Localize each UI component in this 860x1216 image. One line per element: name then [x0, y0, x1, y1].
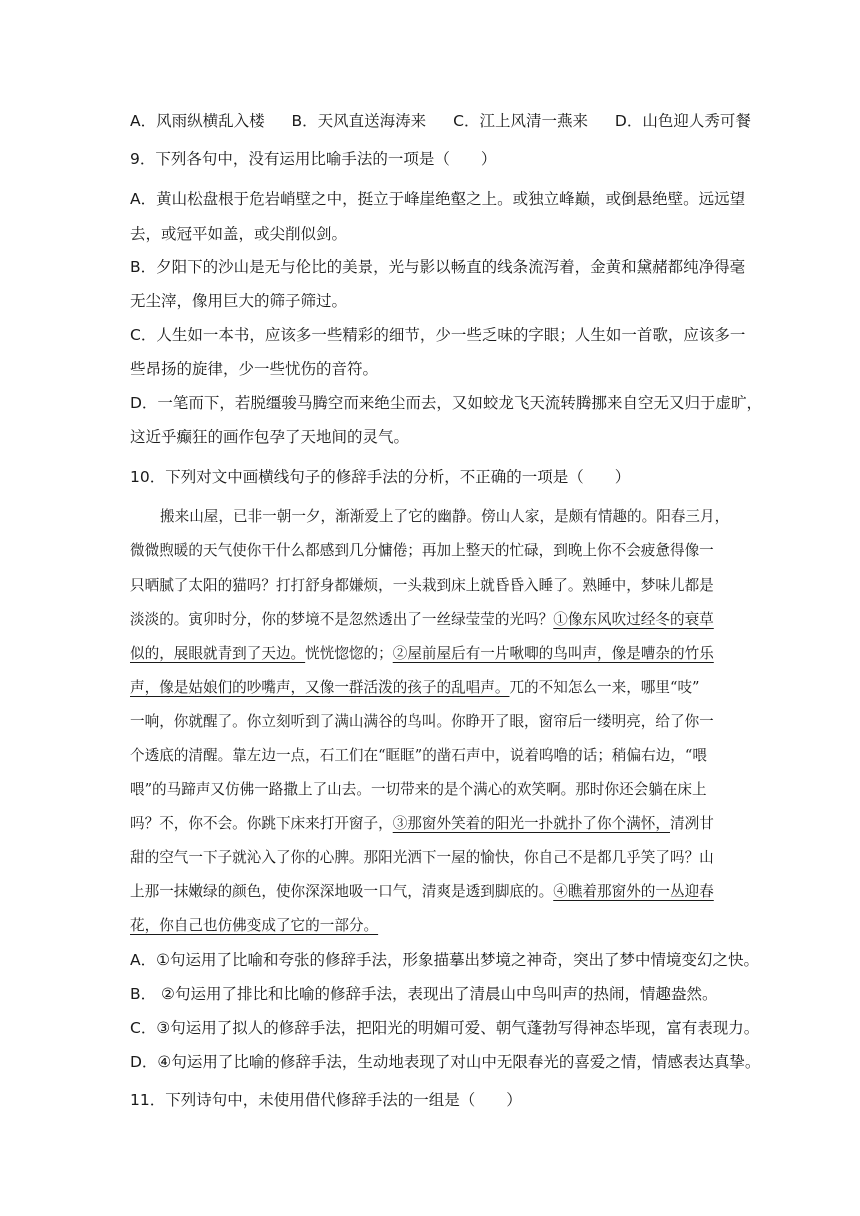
passage-line: 喂”的马蹄声又仿佛一路撒上了山去。一切带来的是个满心的欢笑啊。那时你还会躺在床上 — [130, 781, 707, 798]
passage-line: 一响，你就醒了。你立刻听到了满山满谷的鸟叫。你睁开了眼，窗帘后一缕明亮，给了你一 — [130, 713, 714, 730]
passage-line: 个透底的清醒。靠左边一点，石工们在“眶眶”的凿石声中，说着呜噜的话；稍偏右边，“喂 — [130, 747, 707, 764]
passage-line — [130, 678, 700, 698]
q9-option-a-cont: 去，或冠平如盖，或尖削似剑。 — [130, 225, 348, 243]
passage-line — [130, 882, 714, 902]
passage-text: 清冽甘 — [670, 815, 714, 832]
underlined-sentence-4-cont: 花，你自己也仿佛变成了它的一部分。 — [130, 917, 379, 934]
passage-line: 甜的空气一下子就沁入了你的心脾。那阳光洒下一屋的愉快，你自己不是都几乎笑了吗？山 — [130, 849, 714, 866]
passage-line — [130, 644, 714, 664]
q9-option-c: C．人生如一本书，应该多一些精彩的细节，少一些乏味的字眼；人生如一首歌，应该多一 — [130, 326, 746, 344]
q10-option-d: D．④句运用了比喻的修辞手法，生动地表现了对山中无限春光的喜爱之情，情感表达真挚。 — [130, 1053, 761, 1071]
passage-text: 吗？不，你不会。你跳下床来打开窗子， — [130, 815, 393, 832]
passage-line — [130, 814, 714, 834]
q9-option-b: B．夕阳下的沙山是无与伦比的美景，光与影以畅直的线条流泻着，金黄和黛赭都纯净得毫 — [130, 258, 746, 276]
passage-line: 只晒腻了太阳的猫吗？打打舒身都嫌烦，一头栽到床上就昏昏入睡了。熟睡中，梦味儿都是 — [130, 577, 714, 594]
q11-stem: 11．下列诗句中，未使用借代修辞手法的一组是（ ） — [130, 1091, 522, 1109]
underlined-sentence-3: ③那窗外笑着的阳光一扑就扑了你个满怀， — [392, 815, 670, 832]
q10-option-c: C．③句运用了拟人的修辞手法，把阳光的明媚可爱、朝气蓬勃写得神态毕现，富有表现力。 — [130, 1019, 760, 1037]
underlined-sentence-4: ④瞧着那窗外的一丛迎春 — [553, 883, 714, 900]
q9-option-d-cont: 这近乎癫狂的画作包孕了天地间的灵气。 — [130, 428, 410, 446]
q9-option-b-cont: 无尘滓，像用巨大的筛子筛过。 — [130, 292, 348, 310]
q9-stem: 9．下列各句中，没有运用比喻手法的一项是（ ） — [130, 150, 497, 168]
underlined-sentence-1-cont: 似的，展眼就青到了天边。 — [130, 645, 306, 662]
passage-line: 微微煦暖的天气使你干什么都感到几分慵倦；再加上整天的忙碌，到晚上你不会疲惫得像一 — [130, 542, 714, 559]
q10-option-b: B． ②句运用了排比和比喻的修辞手法，表现出了清晨山中鸟叫声的热闹，情趣盎然。 — [130, 985, 718, 1003]
underlined-sentence-1: ①像东风吹过经冬的衰草 — [553, 611, 714, 628]
q8-option-d: D．山色迎人秀可餐 — [614, 112, 751, 130]
passage-line: 搬来山屋，已非一朝一夕，渐渐爱上了它的幽静。傍山人家，是颇有情趣的。阳春三月， — [160, 508, 730, 525]
passage-line — [130, 916, 378, 936]
q8-option-b: B．天风直送海涛来 — [291, 112, 427, 130]
underlined-sentence-2: ②屋前屋后有一片啾唧的鸟叫声，像是嘈杂的竹乐 — [392, 645, 714, 662]
q9-option-a: A．黄山松盘根于危岩峭壁之中，挺立于峰崖绝壑之上。或独立峰巅，或倒悬绝壁。远远望 — [130, 190, 746, 208]
q9-option-d: D．一笔而下，若脱缰骏马腾空而来绝尘而去，又如蛟龙飞天流转腾挪来自空无又归于虚旷， — [130, 394, 762, 412]
passage-text: 淡淡的。寅卯时分，你的梦境不是忽然透出了一丝绿莹莹的光吗？ — [130, 611, 554, 628]
passage-line — [130, 610, 714, 630]
passage-text: 恍恍惚惚的； — [305, 645, 393, 662]
q8-options — [130, 111, 773, 131]
underlined-sentence-2-cont: 声，像是姑娘们的吵嘴声，又像一群活泼的孩子的乱唱声。 — [130, 679, 510, 696]
passage-text: 上那一抹嫩绿的颜色，使你深深地吸一口气，清爽是透到脚底的。 — [130, 883, 554, 900]
q9-option-c-cont: 些昂扬的旋律，少一些忧伤的音符。 — [130, 360, 379, 378]
passage-text: 兀的不知怎么一来，哪里“吱” — [509, 679, 700, 696]
q10-option-a: A．①句运用了比喻和夸张的修辞手法，形象描摹出梦境之神奇，突出了梦中情境变幻之快。 — [130, 951, 760, 969]
q8-option-c: C．江上风清一燕来 — [453, 112, 588, 130]
q8-option-a: A．风雨纵横乱入楼 — [130, 112, 265, 130]
q10-stem: 10．下列对文中画横线句子的修辞手法的分析，不正确的一项是（ ） — [130, 468, 631, 486]
